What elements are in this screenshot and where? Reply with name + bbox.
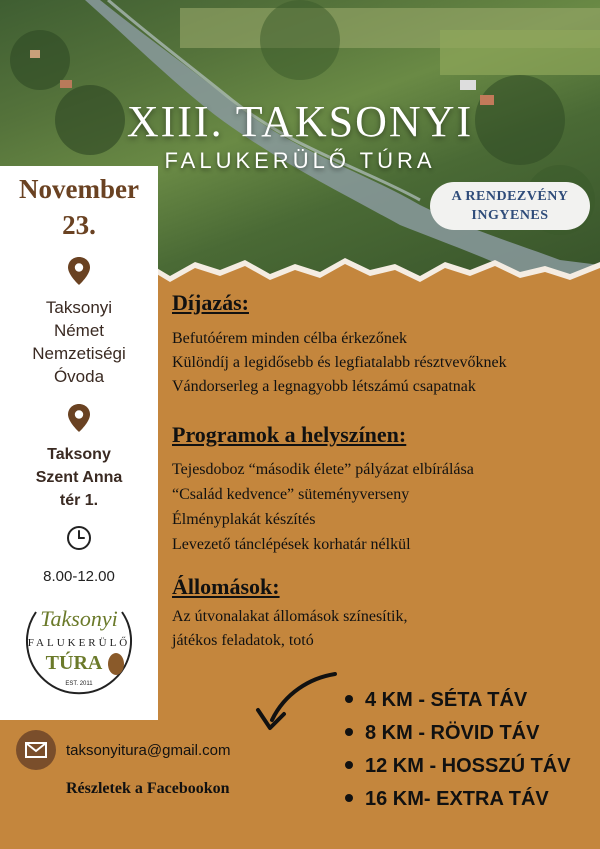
falukerulo-tura-logo — [16, 590, 142, 710]
bullet-icon — [345, 794, 353, 802]
event-subtitle: FALUKERÜLŐ TÚRA — [164, 148, 436, 173]
distance-option — [345, 689, 527, 712]
distance-label: 8 KM - RÖVID TÁV — [365, 722, 540, 744]
clock-icon — [66, 525, 92, 551]
svg-text:EST. 2011: EST. 2011 — [65, 681, 93, 687]
svg-text:Taksonyi: Taksonyi — [40, 606, 118, 631]
free-badge-line1: A RENDEZVÉNY — [451, 189, 569, 204]
event-date-day: 23. — [62, 210, 96, 240]
bullet-icon — [345, 761, 353, 769]
stations-text: játékos feladatok, totó — [172, 632, 314, 649]
distance-option — [345, 755, 571, 778]
location-venue: Taksonyi Német Nemzetiségi Óvoda — [32, 298, 126, 386]
stations-heading: Állomások: — [172, 574, 280, 599]
program-item: Levezető tánclépések korhatár nélkül — [172, 536, 411, 553]
prize-item: Befutóérem minden célba érkezőnek — [172, 330, 407, 347]
bullet-icon — [345, 728, 353, 736]
distance-option — [345, 722, 539, 745]
event-time: 8.00-12.00 — [43, 568, 115, 585]
svg-text:FALUKERÜLŐ: FALUKERÜLŐ — [27, 637, 131, 649]
distance-label: 4 KM - SÉTA TÁV — [365, 689, 528, 711]
stations-text: Az útvonalakat állomások színesítik, — [172, 608, 408, 625]
program-item: Élményplakát készítés — [172, 511, 316, 528]
location-pin-icon — [66, 403, 92, 433]
bullet-icon — [345, 695, 353, 703]
prize-item: Különdíj a legidősebb és legfiatalabb résztvevőknek — [172, 354, 507, 371]
distance-label: 12 KM - HOSSZÚ TÁV — [365, 755, 571, 777]
facebook-details-link[interactable]: Részletek a Facebookon — [66, 780, 230, 797]
event-title: XIII. TAKSONYI — [126, 97, 474, 146]
location-pin-icon — [66, 256, 92, 286]
location-address: Taksony Szent Anna tér 1. — [35, 446, 123, 509]
svg-text:TÚRA: TÚRA — [45, 652, 103, 674]
distance-label: 16 KM- EXTRA TÁV — [365, 788, 549, 810]
free-badge-line2: INGYENES — [471, 208, 549, 223]
distance-option — [345, 788, 549, 811]
event-date-month: November — [19, 174, 139, 204]
program-item: “Család kedvence” süteményverseny — [172, 486, 410, 503]
prize-item: Vándorserleg a legnagyobb létszámú csapatnak — [172, 378, 476, 395]
prizes-heading: Díjazás: — [172, 290, 249, 315]
contact-email[interactable]: taksonyitura@gmail.com — [66, 742, 231, 759]
email-icon — [16, 730, 56, 770]
program-item: Tejesdoboz “második élete” pályázat elbírálása — [172, 461, 474, 478]
programs-heading: Programok a helyszínen: — [172, 422, 407, 447]
free-event-badge — [430, 182, 590, 230]
curved-arrow-icon — [250, 668, 340, 738]
